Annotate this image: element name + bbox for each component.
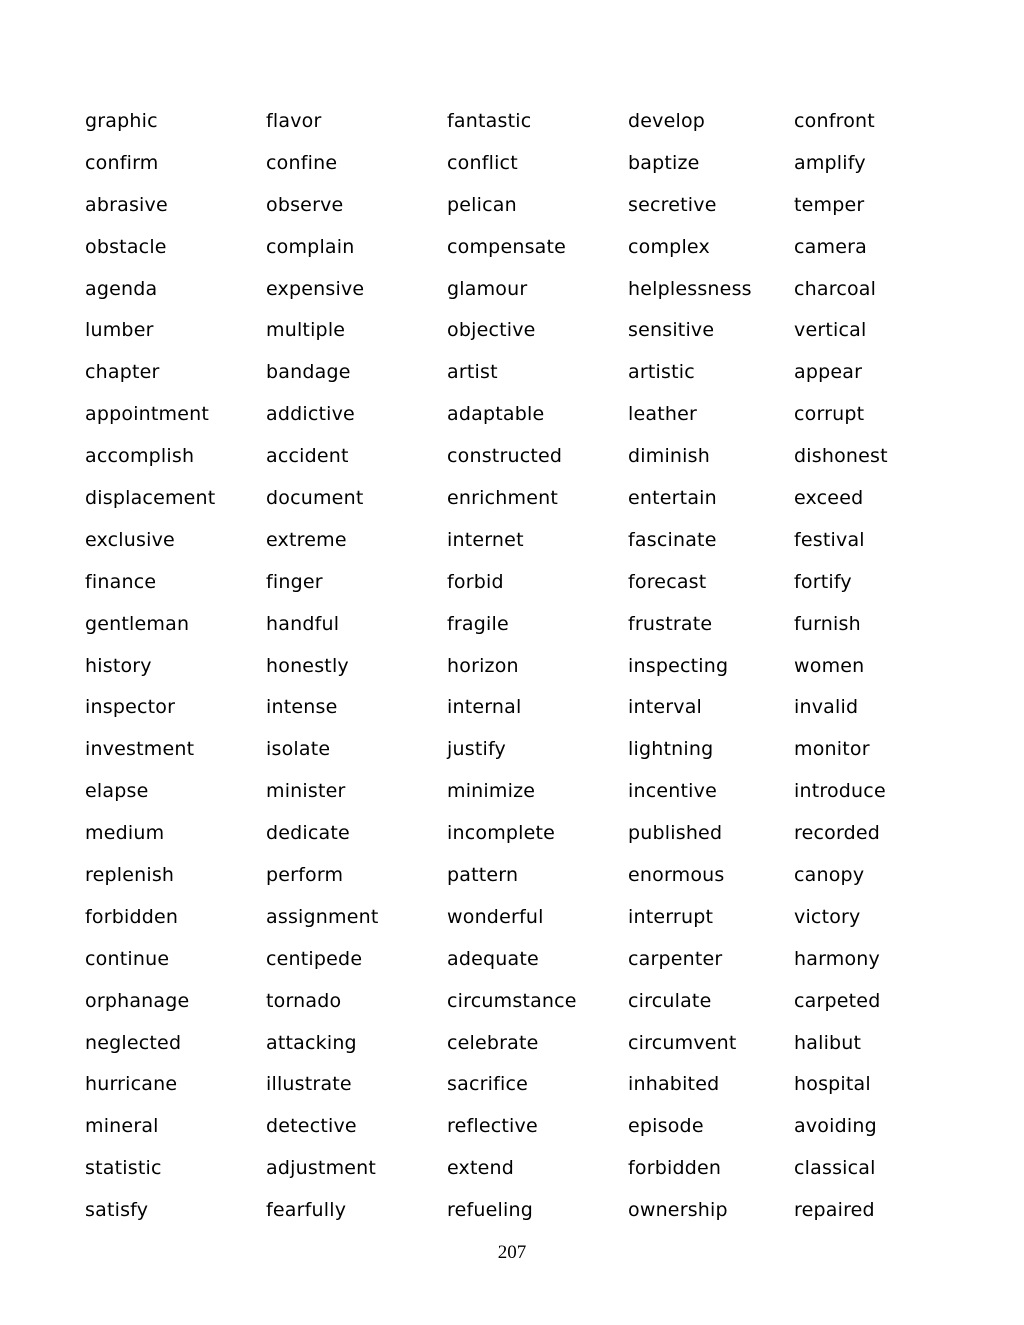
word-cell: circumstance xyxy=(447,989,577,1012)
word-cell: compensate xyxy=(447,235,567,258)
word-cell: objective xyxy=(447,319,536,342)
word-cell: obstacle xyxy=(85,235,167,258)
word-row xyxy=(85,519,985,561)
word-cell: internal xyxy=(447,696,522,719)
word-cell: furnish xyxy=(794,612,861,635)
word-cell: extend xyxy=(447,1157,515,1180)
word-cell: forecast xyxy=(628,570,707,593)
word-cell: invalid xyxy=(794,696,859,719)
word-row xyxy=(85,645,985,687)
word-cell: attacking xyxy=(266,1031,357,1054)
word-cell: enormous xyxy=(628,863,725,886)
word-cell: addictive xyxy=(266,403,355,426)
word-cell: pattern xyxy=(447,863,519,886)
word-cell: secretive xyxy=(628,193,717,216)
word-cell: dishonest xyxy=(794,445,888,468)
word-cell: minimize xyxy=(447,780,536,803)
word-cell: fearfully xyxy=(266,1199,347,1222)
word-cell: sensitive xyxy=(628,319,715,342)
word-cell: halibut xyxy=(794,1031,862,1054)
word-cell: accomplish xyxy=(85,445,195,468)
word-cell: camera xyxy=(794,235,867,258)
word-cell: episode xyxy=(628,1115,704,1138)
word-cell: harmony xyxy=(794,947,880,970)
word-cell: interrupt xyxy=(628,905,714,928)
word-row xyxy=(85,1189,985,1231)
word-cell: illustrate xyxy=(266,1073,352,1096)
word-cell: forbidden xyxy=(628,1157,722,1180)
word-cell: extreme xyxy=(266,528,347,551)
word-row xyxy=(85,980,985,1022)
word-cell: forbidden xyxy=(85,905,179,928)
word-cell: handful xyxy=(266,612,340,635)
word-cell: temper xyxy=(794,193,865,216)
word-cell: sacrifice xyxy=(447,1073,528,1096)
word-row xyxy=(85,435,985,477)
word-cell: exceed xyxy=(794,486,864,509)
word-cell: horizon xyxy=(447,654,519,677)
word-row xyxy=(85,226,985,268)
word-cell: neglected xyxy=(85,1031,182,1054)
word-cell: circulate xyxy=(628,989,712,1012)
word-row xyxy=(85,477,985,519)
word-cell: amplify xyxy=(794,151,866,174)
word-cell: flavor xyxy=(266,109,322,132)
word-cell: corrupt xyxy=(794,403,865,426)
word-cell: adaptable xyxy=(447,403,545,426)
word-cell: circumvent xyxy=(628,1031,737,1054)
word-cell: inhabited xyxy=(628,1073,720,1096)
word-row xyxy=(85,309,985,351)
word-cell: pelican xyxy=(447,193,517,216)
word-cell: intense xyxy=(266,696,338,719)
word-cell: observe xyxy=(266,193,344,216)
word-cell: incentive xyxy=(628,780,717,803)
word-row xyxy=(85,1147,985,1189)
word-row xyxy=(85,938,985,980)
word-cell: hurricane xyxy=(85,1073,178,1096)
page-number: 207 xyxy=(497,1242,527,1263)
word-cell: fantastic xyxy=(447,109,532,132)
word-cell: classical xyxy=(794,1157,876,1180)
word-cell: festival xyxy=(794,528,865,551)
word-cell: expensive xyxy=(266,277,365,300)
word-cell: bandage xyxy=(266,361,351,384)
word-cell: confine xyxy=(266,151,338,174)
word-cell: inspector xyxy=(85,696,176,719)
word-cell: constructed xyxy=(447,445,563,468)
word-cell: carpeted xyxy=(794,989,881,1012)
word-cell: minister xyxy=(266,780,346,803)
word-cell: entertain xyxy=(628,486,717,509)
word-cell: tornado xyxy=(266,989,342,1012)
word-cell: interval xyxy=(628,696,703,719)
word-cell: fascinate xyxy=(628,528,717,551)
word-cell: lumber xyxy=(85,319,154,342)
word-row xyxy=(85,393,985,435)
word-cell: assignment xyxy=(266,905,379,928)
word-cell: satisfy xyxy=(85,1199,149,1222)
word-cell: helplessness xyxy=(628,277,752,300)
word-row xyxy=(85,896,985,938)
word-cell: repaired xyxy=(794,1199,875,1222)
word-row xyxy=(85,351,985,393)
word-row xyxy=(85,812,985,854)
word-cell: charcoal xyxy=(794,277,877,300)
word-cell: introduce xyxy=(794,780,886,803)
word-cell: honestly xyxy=(266,654,349,677)
word-cell: justify xyxy=(447,738,506,761)
word-cell: gentleman xyxy=(85,612,190,635)
word-cell: hospital xyxy=(794,1073,871,1096)
word-cell: recorded xyxy=(794,822,881,845)
word-cell: multiple xyxy=(266,319,346,342)
word-cell: diminish xyxy=(628,445,710,468)
word-cell: dedicate xyxy=(266,822,350,845)
word-cell: incomplete xyxy=(447,822,556,845)
word-cell: abrasive xyxy=(85,193,168,216)
word-row xyxy=(85,100,985,142)
word-cell: isolate xyxy=(266,738,331,761)
word-row xyxy=(85,1022,985,1064)
word-cell: medium xyxy=(85,822,165,845)
word-cell: detective xyxy=(266,1115,357,1138)
word-cell: forbid xyxy=(447,570,504,593)
word-cell: exclusive xyxy=(85,528,175,551)
word-cell: displacement xyxy=(85,486,216,509)
word-row xyxy=(85,561,985,603)
word-row xyxy=(85,1105,985,1147)
word-row xyxy=(85,770,985,812)
word-cell: chapter xyxy=(85,361,160,384)
word-row xyxy=(85,603,985,645)
word-row xyxy=(85,1063,985,1105)
word-cell: lightning xyxy=(628,738,714,761)
word-cell: develop xyxy=(628,109,706,132)
word-cell: avoiding xyxy=(794,1115,877,1138)
word-cell: ownership xyxy=(628,1199,728,1222)
word-cell: fragile xyxy=(447,612,509,635)
word-cell: celebrate xyxy=(447,1031,539,1054)
word-row xyxy=(85,686,985,728)
word-cell: finance xyxy=(85,570,157,593)
word-cell: glamour xyxy=(447,277,528,300)
word-cell: complain xyxy=(266,235,355,258)
word-cell: confirm xyxy=(85,151,159,174)
word-cell: document xyxy=(266,486,364,509)
word-list-grid xyxy=(85,100,985,1231)
word-cell: monitor xyxy=(794,738,870,761)
word-cell: statistic xyxy=(85,1157,162,1180)
word-cell: accident xyxy=(266,445,349,468)
word-cell: conflict xyxy=(447,151,518,174)
word-cell: victory xyxy=(794,905,861,928)
word-cell: canopy xyxy=(794,863,865,886)
word-row xyxy=(85,142,985,184)
word-cell: replenish xyxy=(85,863,175,886)
word-cell: adequate xyxy=(447,947,539,970)
word-cell: refueling xyxy=(447,1199,533,1222)
word-cell: adjustment xyxy=(266,1157,377,1180)
word-row xyxy=(85,184,985,226)
word-cell: investment xyxy=(85,738,195,761)
word-cell: vertical xyxy=(794,319,867,342)
word-cell: perform xyxy=(266,863,344,886)
word-row xyxy=(85,854,985,896)
word-cell: centipede xyxy=(266,947,363,970)
word-cell: enrichment xyxy=(447,486,558,509)
word-row xyxy=(85,268,985,310)
word-cell: inspecting xyxy=(628,654,729,677)
word-cell: appointment xyxy=(85,403,210,426)
word-cell: agenda xyxy=(85,277,158,300)
word-cell: fortify xyxy=(794,570,852,593)
word-cell: mineral xyxy=(85,1115,159,1138)
word-cell: women xyxy=(794,654,865,677)
word-cell: elapse xyxy=(85,780,149,803)
word-cell: internet xyxy=(447,528,524,551)
word-cell: history xyxy=(85,654,152,677)
word-cell: leather xyxy=(628,403,698,426)
word-row xyxy=(85,728,985,770)
word-cell: reflective xyxy=(447,1115,538,1138)
word-cell: carpenter xyxy=(628,947,723,970)
word-cell: graphic xyxy=(85,109,158,132)
word-cell: confront xyxy=(794,109,875,132)
word-cell: published xyxy=(628,822,723,845)
word-cell: finger xyxy=(266,570,323,593)
word-cell: orphanage xyxy=(85,989,190,1012)
word-cell: baptize xyxy=(628,151,700,174)
word-cell: artist xyxy=(447,361,498,384)
word-cell: wonderful xyxy=(447,905,544,928)
word-cell: complex xyxy=(628,235,710,258)
word-cell: appear xyxy=(794,361,863,384)
word-cell: artistic xyxy=(628,361,695,384)
word-cell: frustrate xyxy=(628,612,713,635)
word-cell: continue xyxy=(85,947,170,970)
